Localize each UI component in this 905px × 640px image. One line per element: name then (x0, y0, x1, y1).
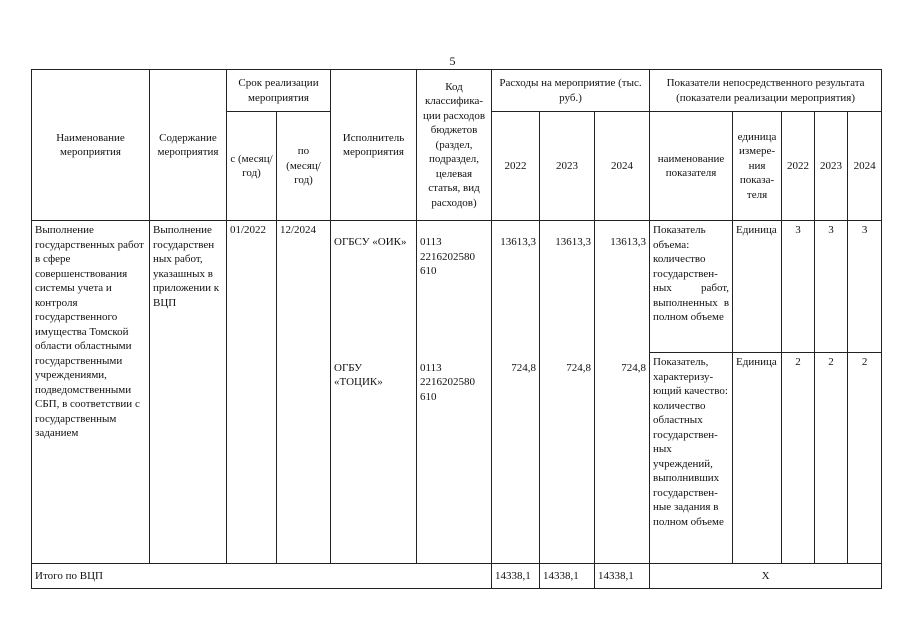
header-row-1 (32, 70, 882, 112)
header-year: 2023 (815, 112, 848, 221)
expense-value: 13613,3 (492, 221, 540, 353)
indicator-value: 3 (815, 221, 848, 353)
header-year: 2023 (540, 112, 595, 221)
header-indicators: Показатели непосредственного результата (показатели реализации мероприятия) (650, 70, 882, 112)
total-row (32, 564, 882, 589)
total-value: 14338,1 (595, 564, 650, 589)
executor: ОГБУ «ТОЦИК» (331, 353, 417, 564)
header-year: 2024 (848, 112, 882, 221)
program-table (31, 69, 882, 589)
indicator-value: 2 (782, 353, 815, 564)
total-label: Итого по ВЦП (32, 564, 492, 589)
header-term-from: с (месяц/ год) (227, 112, 277, 221)
indicator-unit: Единица (733, 221, 782, 353)
header-executor: Исполнитель мероприятия (331, 70, 417, 221)
total-value: 14338,1 (492, 564, 540, 589)
indicator-value: 2 (848, 353, 882, 564)
header-name: Наименование мероприятия (32, 70, 150, 221)
header-ind-name: наименование показателя (650, 112, 733, 221)
header-year: 2024 (595, 112, 650, 221)
executor: ОГБСУ «ОИК» (331, 221, 417, 353)
indicator-value: 3 (848, 221, 882, 353)
indicator-name: Показатель, характеризу-ющий качество: количество областных государствен-ных учреждений, выполнивших государствен-ные задания в полном объеме (650, 353, 733, 564)
expense-value: 13613,3 (595, 221, 650, 353)
header-ind-unit: единица измере-ния показа-теля (733, 112, 782, 221)
term-to: 12/2024 (277, 221, 331, 564)
indicator-name: Показатель объема: количество государствен-ных работ, выполненных в полном объеме (650, 221, 733, 353)
expense-value: 724,8 (492, 353, 540, 564)
budget-code: 0113 2216202580 610 (417, 221, 492, 353)
expense-value: 724,8 (540, 353, 595, 564)
term-from: 01/2022 (227, 221, 277, 564)
header-expenses: Расходы на мероприятие (тыс. руб.) (492, 70, 650, 112)
page-number: 5 (449, 54, 456, 68)
header-content: Содержание мероприятия (150, 70, 227, 221)
indicator-value: 2 (815, 353, 848, 564)
header-year: 2022 (782, 112, 815, 221)
total-value: 14338,1 (540, 564, 595, 589)
expense-value: 13613,3 (540, 221, 595, 353)
header-year: 2022 (492, 112, 540, 221)
indicator-unit: Единица (733, 353, 782, 564)
activity-content: Выполнение государствен ных работ, указашных в приложении к ВЦП (150, 221, 227, 564)
header-term: Срок реализации мероприятия (227, 70, 331, 112)
budget-code: 0113 2216202580 610 (417, 353, 492, 564)
total-mark: Х (650, 564, 882, 589)
expense-value: 724,8 (595, 353, 650, 564)
indicator-value: 3 (782, 221, 815, 353)
table-row (32, 221, 882, 353)
header-code: Код классифика-ции расходов бюджетов (раздел, подраздел, целевая статья, вид расходов) (417, 70, 492, 221)
header-term-to: по (месяц/ год) (277, 112, 331, 221)
activity-name: Выполнение государственных работ в сфере совершенствования системы учета и контроля государственного имущества Томской области областными государственными учреждениями, подведомственными СБП, в соответствии с государственным заданием (32, 221, 150, 564)
